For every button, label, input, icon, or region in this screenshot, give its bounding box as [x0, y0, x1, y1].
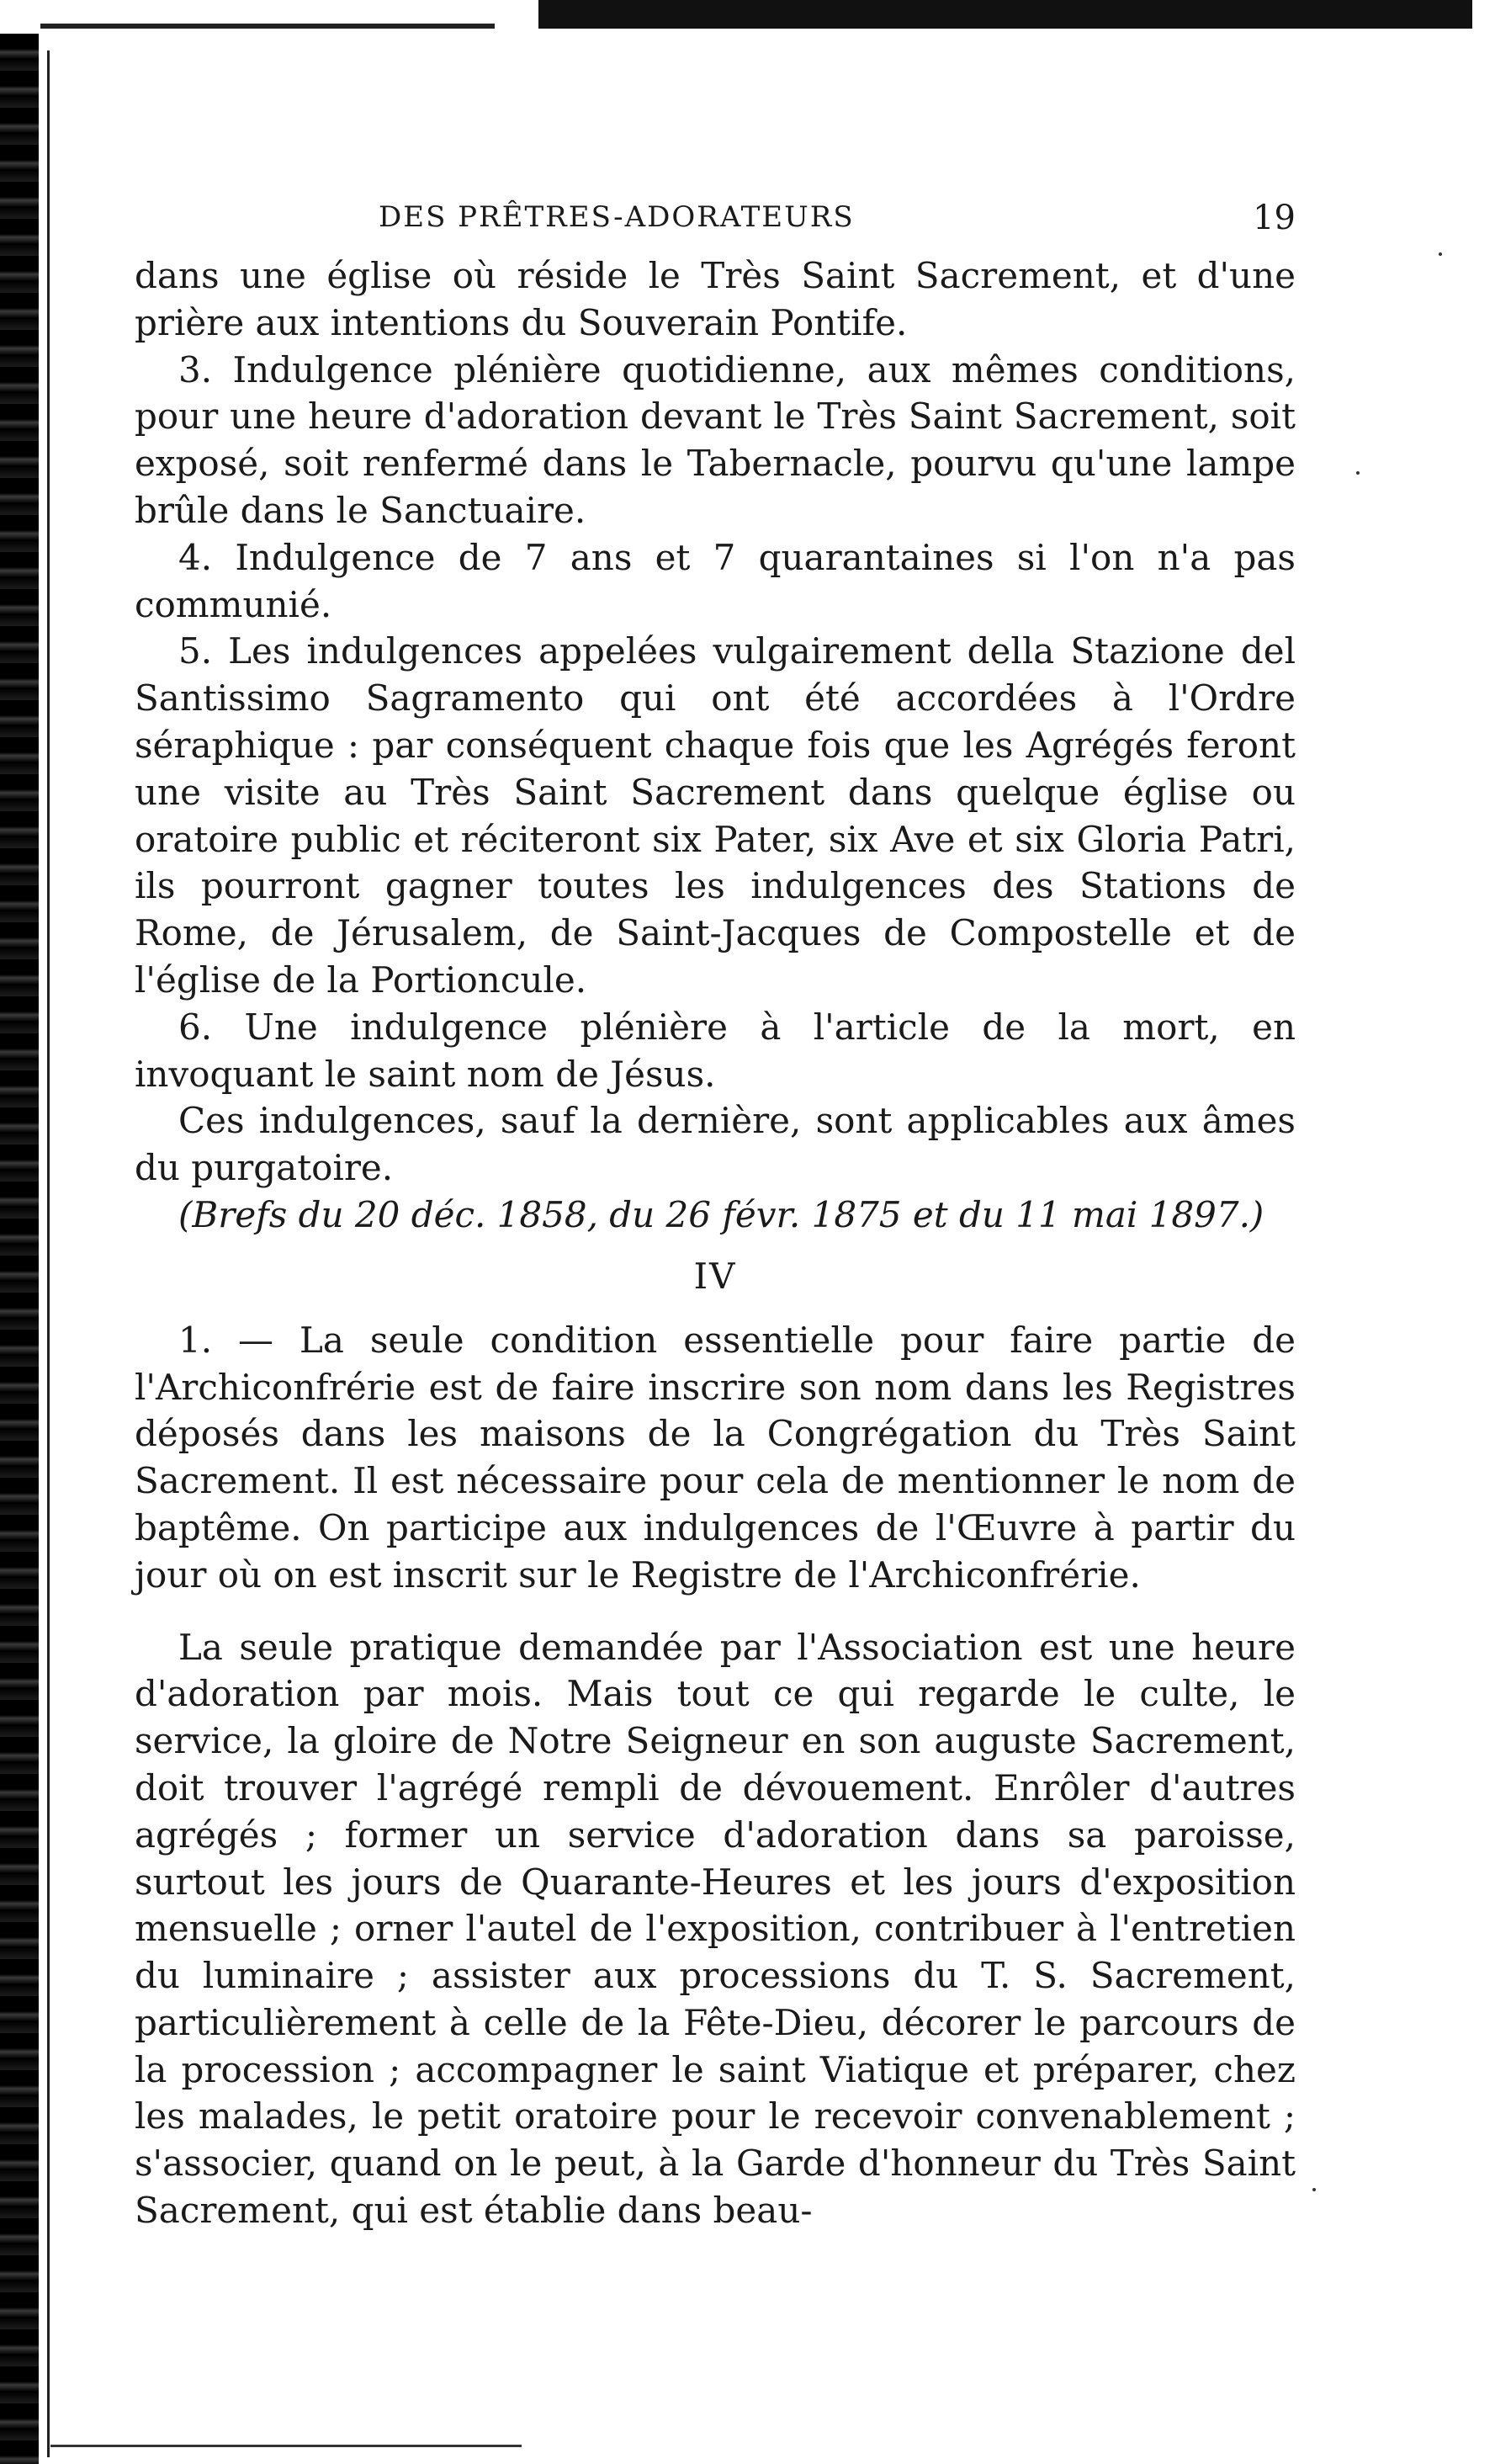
paragraph: 5. Les indulgences appelées vulgairement della Stazione del Santissimo Sagramento qui ont été accordées à l'Ordre séraphique : par conséquent chaque fois que les Agrégés feront une visite au Très Saint Sacrement dans quelque église ou oratoire public et réciteront six Pater, six Ave et six Gloria Patri, ils pourront gagner toutes les indulgences des Stations de Rome, de Jérusalem, de Saint-Jacques de Compostelle et de l'église de la Portioncule.	[135, 630, 1296, 1001]
page-number: 19	[1253, 199, 1296, 237]
scan-left-edge	[0, 34, 39, 2464]
citation-text: (Brefs du 20 déc. 1858, du 26 févr. 1875 et du 11 mai 1897.)	[178, 1193, 1264, 1235]
book-page	[135, 194, 1296, 2234]
paragraph: 6. Une indulgence plénière à l'article de la mort, en invoquant le saint nom de Jésus.	[135, 1006, 1296, 1095]
running-head	[135, 194, 1296, 252]
section-heading: IV	[693, 1255, 737, 1297]
paragraph-gap	[135, 1599, 1296, 1624]
body-text	[135, 252, 1296, 2234]
scan-left-rule	[47, 50, 50, 2457]
paragraph: dans une église où réside le Très Saint Sacrement, et d'une prière aux intentions du Souverain Pontife.	[135, 255, 1296, 343]
citation	[135, 1192, 1296, 1239]
paragraph: Ces indulgences, sauf la dernière, sont applicables aux âmes du purgatoire.	[135, 1100, 1296, 1189]
scan-bottom-rule	[50, 2445, 522, 2447]
scan-speck	[1439, 252, 1442, 256]
paragraph: 3. Indulgence plénière quotidienne, aux mêmes conditions, pour une heure d'adoration devant le Très Saint Sacrement, soit exposé, soit renfermé dans le Tabernacle, pourvu qu'une lampe brûle dans le Sanctuaire.	[135, 348, 1296, 531]
paragraph: 4. Indulgence de 7 ans et 7 quarantaines si l'on n'a pas communié.	[135, 536, 1296, 625]
paragraph: La seule pratique demandée par l'Association est une heure d'adoration par mois. Mais tout ce qui regarde le culte, le service, la gloire de Notre Seigneur en son auguste Sacrement, doit trouver l'agrégé rempli de dévouement. Enrôler d'autres agrégés ; former un service d'adoration dans sa paroisse, surtout les jours de Quarante-Heures et les jours d'exposition mensuelle ; orner l'autel de l'exposition, contribuer à l'entretien du luminaire ; assister aux processions du T. S. Sacrement, particulièrement à celle de la Fête-Dieu, décorer le parcours de la procession ; accompagner le saint Viatique et préparer, chez les malades, le petit oratoire pour le recevoir convenablement ; s'associer, quand on le peut, à la Garde d'honneur du Très Saint Sacrement, qui est établie dans beau-	[135, 1626, 1296, 2232]
scan-top-border	[538, 0, 1472, 29]
paragraph: 1. — La seule condition essentielle pour faire partie de l'Archiconfrérie est de faire inscrire son nom dans les Registres déposés dans les maisons de la Congrégation du Très Saint Sacrement. Il est nécessaire pour cela de mentionner le nom de baptême. On participe aux indulgences de l'Œuvre à partir du jour où on est inscrit sur le Registre de l'Archiconfrérie.	[135, 1319, 1296, 1596]
scan-speck	[1356, 471, 1360, 475]
scan-top-line	[40, 24, 495, 29]
scan-speck	[1312, 2188, 1316, 2191]
running-title: DES PRÊTRES-ADORATEURS	[379, 200, 855, 234]
